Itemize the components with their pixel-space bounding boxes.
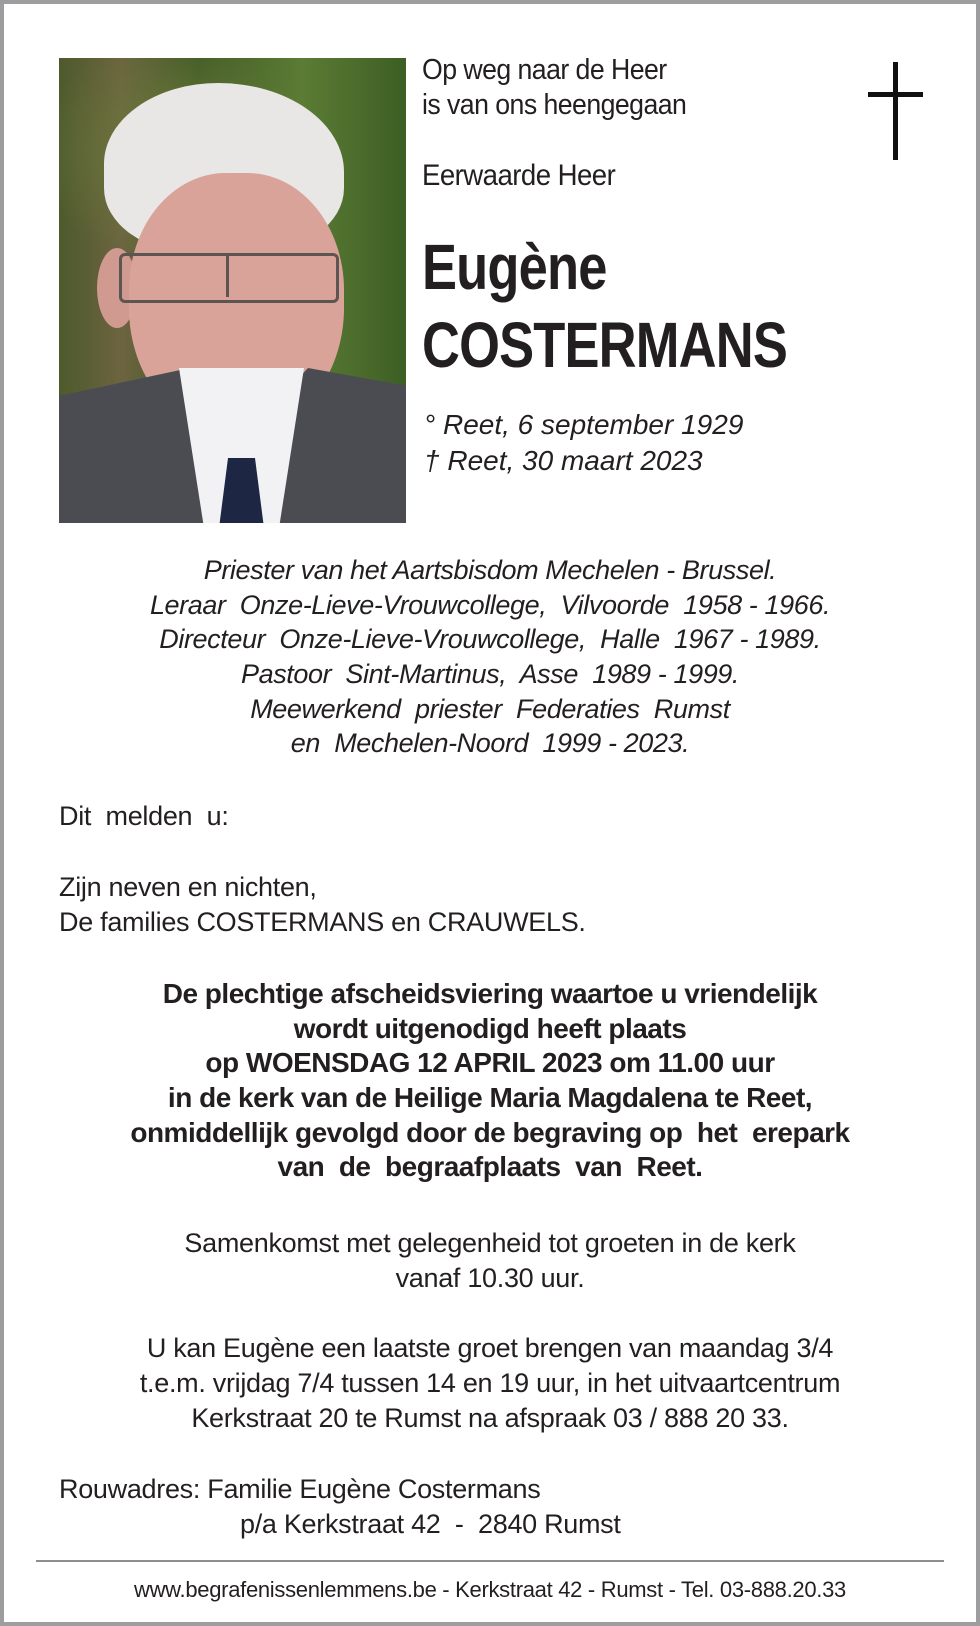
ceremony-line: De plechtige afscheidsviering waartoe u vriendelijk: [162, 978, 818, 1009]
mourning-address-line-2: p/a Kerkstraat 42 - 2840 Rumst: [240, 1509, 621, 1539]
career-line: Leraar Onze-Lieve-Vrouwcollege, Vilvoorde 1958 - 1966.: [149, 590, 831, 620]
family-line-1: Zijn neven en nichten,: [59, 872, 317, 902]
intro-line-1: Op weg naar de Heer: [422, 54, 667, 86]
ceremony-line: op WOENSDAG 12 APRIL 2023 om 11.00 uur: [205, 1047, 775, 1078]
visit-line: U kan Eugène een laatste groet brengen van maandag 3/4: [146, 1333, 834, 1363]
career-line: en Mechelen-Noord 1999 - 2023.: [290, 728, 690, 758]
death-date: † Reet, 30 maart 2023: [424, 445, 703, 476]
career-line: Directeur Onze-Lieve-Vrouwcollege, Halle 1967 - 1989.: [159, 624, 821, 654]
ceremony-line: wordt uitgenodigd heeft plaats: [293, 1013, 687, 1044]
career-line: Pastoor Sint-Martinus, Asse 1989 - 1999.: [240, 659, 740, 689]
ceremony-line: in de kerk van de Heilige Maria Magdalena te Reet,: [167, 1082, 813, 1113]
intro-line-2: is van ons heengegaan: [422, 89, 687, 121]
career-line: Meewerkend priester Federaties Rumst: [250, 694, 730, 724]
deceased-first-name: Eugène: [422, 231, 607, 303]
birth-date: ° Reet, 6 september 1929: [424, 409, 744, 440]
gathering-line: Samenkomst met gelegenheid tot groeten in de kerk: [184, 1228, 796, 1258]
gathering-line: vanaf 10.30 uur.: [395, 1263, 585, 1293]
mourning-address-line-1: Rouwadres: Familie Eugène Costermans: [59, 1474, 541, 1504]
career-line: Priester van het Aartsbisdom Mechelen - Brussel.: [203, 555, 777, 585]
photo-glasses: [119, 253, 339, 303]
visit-line: Kerkstraat 20 te Rumst na afspraak 03 / 888 20 33.: [191, 1403, 789, 1433]
ceremony-line: onmiddellijk gevolgd door de begraving op het erepark: [130, 1117, 850, 1148]
deceased-last-name: COSTERMANS: [422, 309, 788, 381]
family-line-2: De families COSTERMANS en CRAUWELS.: [59, 907, 586, 937]
visit-line: t.e.m. vrijdag 7/4 tussen 14 en 19 uur, in het uitvaartcentrum: [139, 1368, 841, 1398]
announcement-intro: Dit melden u:: [59, 801, 229, 831]
funeral-home-footer: www.begrafenissenlemmens.be - Kerkstraat 42 - Rumst - Tel. 03-888.20.33: [134, 1577, 846, 1602]
ceremony-line: van de begraafplaats van Reet.: [277, 1151, 703, 1182]
obituary-card: [4, 4, 976, 1622]
honorific-title: Eerwaarde Heer: [422, 159, 616, 192]
footer-divider: [36, 1560, 944, 1562]
portrait-photo: [59, 58, 406, 523]
